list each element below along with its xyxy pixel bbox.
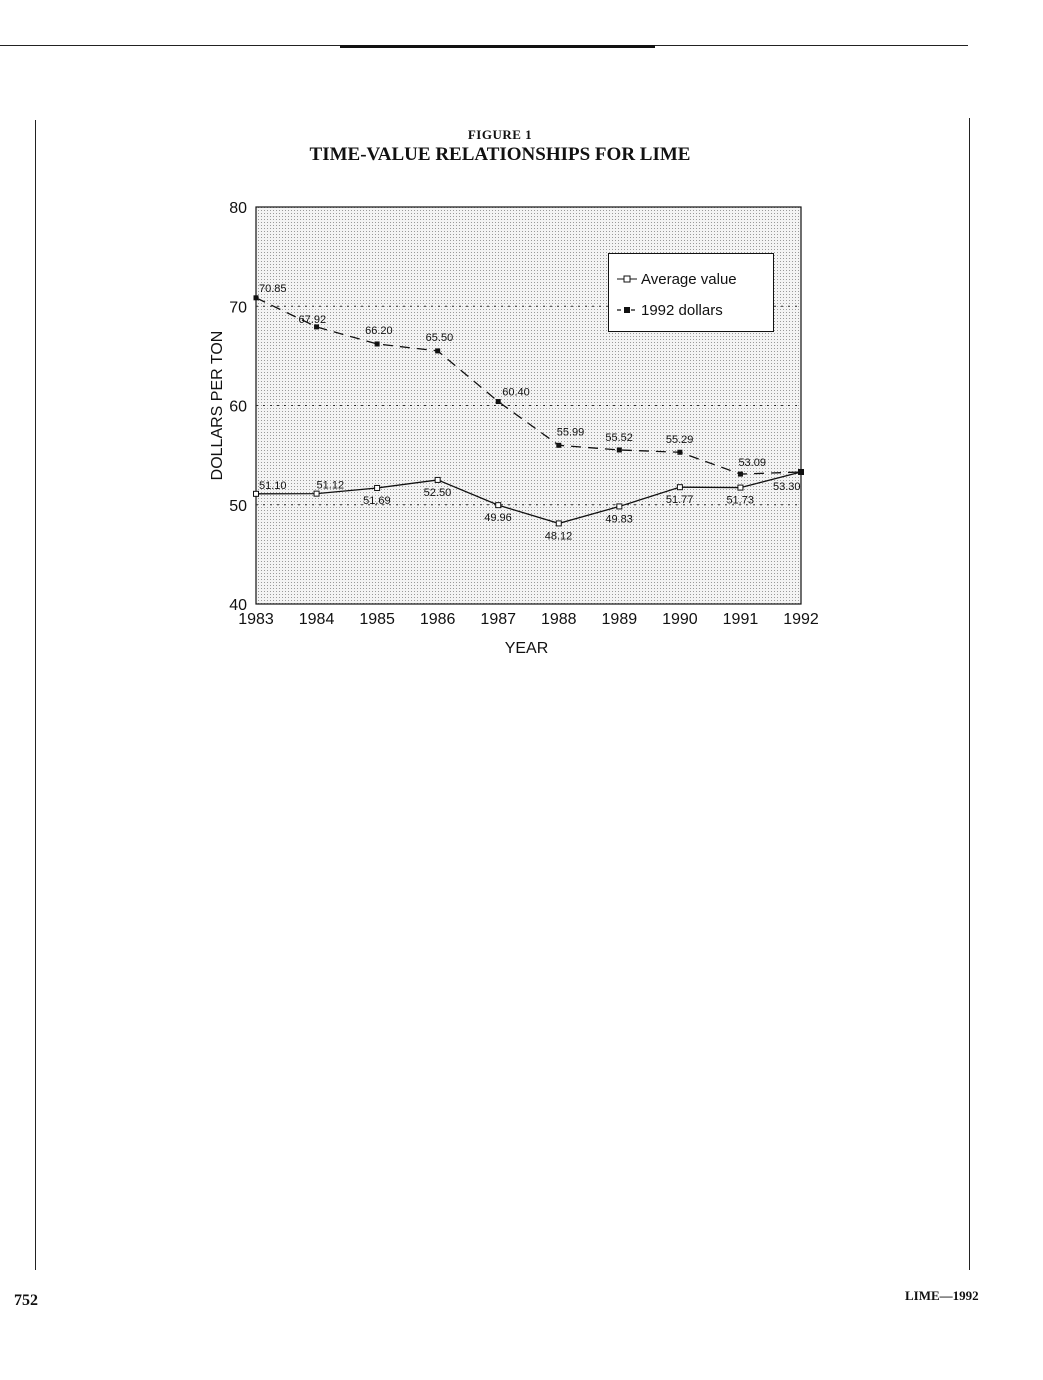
data-point-1992-dollars [677,450,682,455]
data-point-average-value [375,485,380,490]
data-point-average-value [435,477,440,482]
chart-legend [608,253,774,332]
page-number: 752 [14,1292,38,1309]
legend-item-1992-dollars [617,300,723,320]
x-tick-label: 1991 [722,611,759,628]
data-label: 55.29 [665,434,694,447]
x-tick-label: 1988 [540,611,577,628]
x-tick-label: 1985 [359,611,395,628]
y-tick-label: 60 [229,398,247,416]
data-label: 49.83 [605,513,633,526]
data-label: 51.69 [363,494,391,507]
data-point-1992-dollars [738,472,743,477]
data-point-1992-dollars [617,447,622,452]
data-label: 52.50 [423,486,452,499]
data-label: 51.77 [665,494,694,507]
y-tick-label: 80 [229,200,247,217]
data-point-1992-dollars [435,348,440,353]
figure-title: TIME-VALUE RELATIONSHIPS FOR LIME [309,144,691,165]
y-tick-label: 70 [229,299,247,317]
filled-square-dashed-line-icon [617,304,637,316]
data-point-average-value [677,485,682,490]
x-tick-label: 1989 [601,611,638,628]
y-tick-label: 40 [229,597,247,614]
data-label: 51.10 [259,479,287,492]
data-point-1992-dollars [556,443,561,448]
figure-label: FIGURE 1 [467,127,533,142]
y-axis-label: DOLLARS PER TON [209,330,226,481]
data-point-average-value [254,491,259,496]
data-label: 48.12 [544,530,573,543]
data-point-average-value [556,521,561,526]
legend-label-average-value: Average value [641,270,737,288]
data-label: 51.12 [316,479,345,492]
x-tick-label: 1990 [662,611,698,628]
data-label: 49.96 [484,512,512,525]
open-square-line-icon [617,273,637,285]
data-label: 55.52 [605,431,633,444]
legend-label-1992-dollars: 1992 dollars [641,301,723,319]
data-label: 70.85 [259,282,287,295]
data-point-average-value [496,503,501,508]
x-tick-label: 1992 [783,611,819,628]
legend-item-average-value [617,269,737,289]
data-label: 53.09 [738,457,766,470]
data-point-1992-dollars [799,469,804,474]
data-label: 66.20 [365,324,393,337]
x-tick-label: 1987 [480,611,517,628]
x-axis-label: YEAR [504,640,549,657]
data-label: 53.30 [773,480,801,493]
data-label: 51.73 [726,494,754,507]
data-label: 55.99 [556,426,585,439]
x-tick-label: 1986 [419,611,456,628]
data-point-1992-dollars [254,295,259,300]
y-tick-label: 50 [229,497,247,515]
data-point-1992-dollars [375,341,380,346]
data-label: 67.92 [298,313,327,326]
x-tick-label: 1984 [298,611,335,628]
data-label: 60.40 [502,386,530,399]
x-tick-label: 1983 [238,611,274,628]
data-point-1992-dollars [496,399,501,404]
data-point-average-value [617,504,622,509]
data-point-average-value [738,485,743,490]
data-point-average-value [314,491,319,496]
data-label: 65.50 [425,331,454,344]
running-footer: LIME—1992 [905,1288,979,1303]
